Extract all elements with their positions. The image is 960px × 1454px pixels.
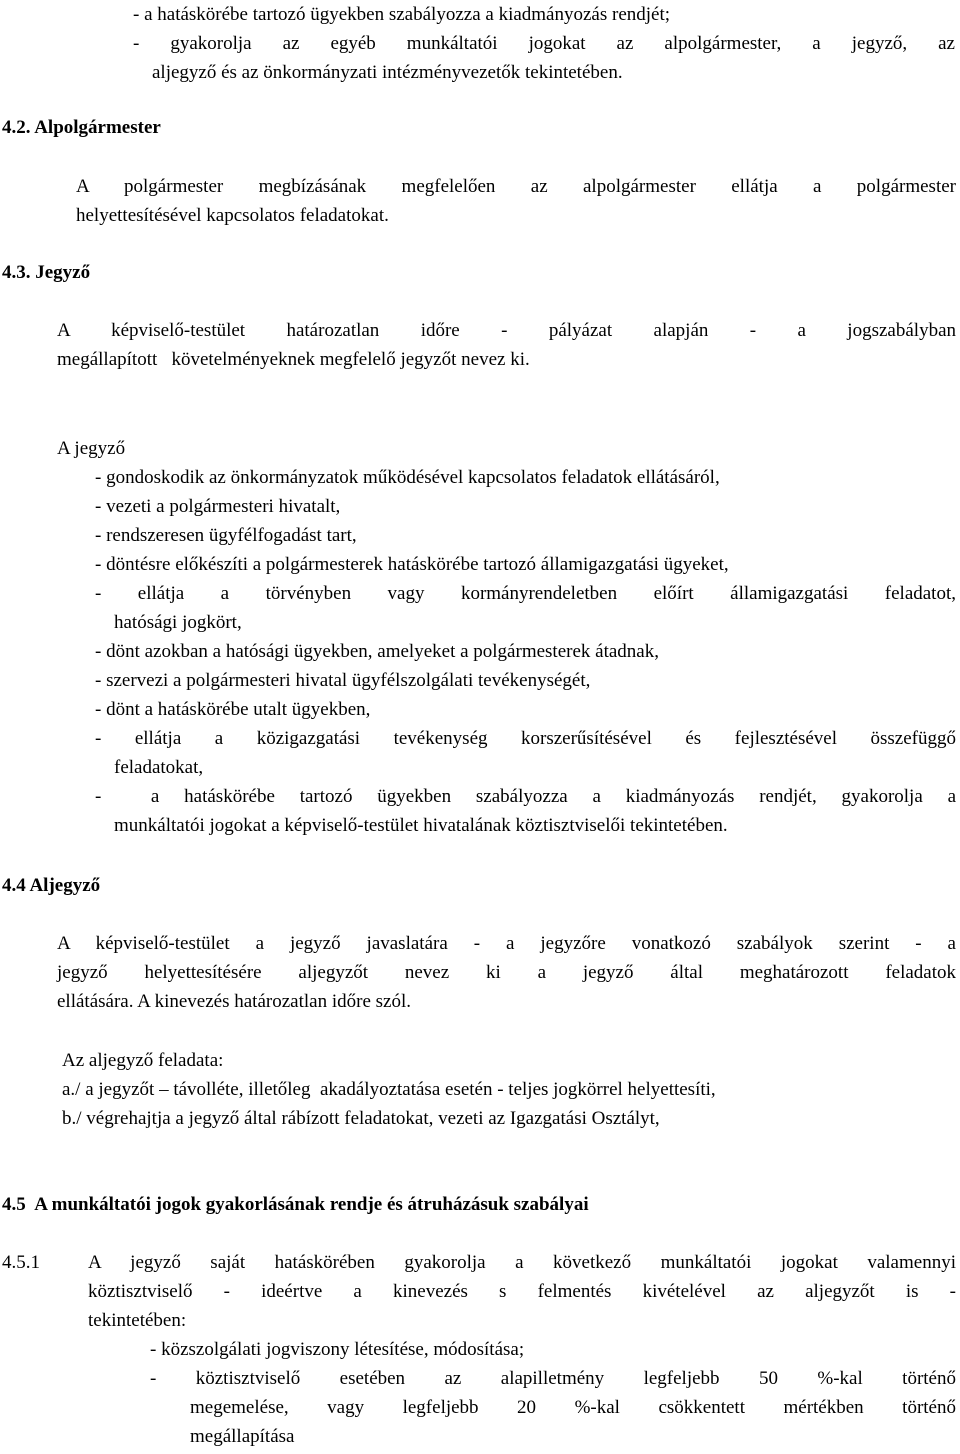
list-item: - dönt a hatáskörébe utalt ügyekben, [95, 699, 371, 720]
list-item: - közszolgálati jogviszony létesítése, módosítása; [150, 1339, 525, 1360]
list-item: - köztisztviselő esetében az alapilletmény legfeljebb 50 %-kal történő [150, 1368, 956, 1389]
section-4-3-heading: 4.3. Jegyző [2, 262, 91, 283]
paragraph-line: helyettesítésével kapcsolatos feladatokat. [76, 205, 389, 226]
paragraph-line: megállapított követelményeknek megfelelő jegyzőt nevez ki. [57, 349, 530, 370]
subsection-4-5-1-body [88, 1248, 956, 1335]
list-item-continuation: munkáltatói jogokat a képviselő-testület hivatalának köztisztviselői tekintetében. [114, 815, 728, 836]
list-item: b./ végrehajtja a jegyző által rábízott feladatokat, vezeti az Igazgatási Osztályt, [62, 1108, 660, 1129]
paragraph-line: A képviselő-testület a jegyző javaslatára - a jegyzőre vonatkozó szabályok szerint - a [57, 933, 956, 954]
section-4-4-heading: 4.4 Aljegyző [2, 875, 101, 896]
section-4-5-heading: 4.5 A munkáltatói jogok gyakorlásának rendje és átruházásuk szabályai [2, 1194, 589, 1215]
subsection-number: 4.5.1 [2, 1252, 40, 1273]
list-item: - döntésre előkészíti a polgármesterek hatáskörébe tartozó államigazgatási ügyeket, [95, 554, 729, 575]
list-item: - ellátja a törvényben vagy kormányrendeletben előírt államigazgatási feladatot, [95, 583, 956, 604]
munkaltatoi-jogok-list [150, 1335, 956, 1451]
aljegyzo-tasks-list [62, 1075, 716, 1133]
list-item: - rendszeresen ügyfélfogadást tart, [95, 525, 357, 546]
paragraph-line: A képviselő-testület határozatlan időre - pályázat alapján - a jogszabályban [57, 320, 956, 341]
section-4-3-body [57, 316, 956, 374]
list-item: - vezeti a polgármesteri hivatalt, [95, 496, 341, 517]
section-4-4-body [57, 929, 956, 1016]
list-item-continuation: megemelése, vagy legfeljebb 20 %-kal csökkentett mértékben történő [190, 1397, 956, 1418]
paragraph-line: A jegyző saját hatáskörében gyakorolja a következő munkáltatói jogokat valamennyi [88, 1252, 956, 1273]
list-item: - szervezi a polgármesteri hivatal ügyfélszolgálati tevékenységét, [95, 670, 591, 691]
list-item: - dönt azokban a hatósági ügyekben, amelyeket a polgármesterek átadnak, [95, 641, 659, 662]
list-item: - a hatáskörébe tartozó ügyekben szabályozza a kiadmányozás rendjét, gyakorolja a [95, 786, 956, 807]
paragraph-line: A polgármester megbízásának megfelelően az alpolgármester ellátja a polgármester [76, 176, 956, 197]
list-item-continuation: megállapítása [190, 1426, 295, 1447]
list-item: - gondoskodik az önkormányzatok működésével kapcsolatos feladatok ellátásáról, [95, 467, 720, 488]
top-list [133, 0, 955, 87]
section-4-2-heading: 4.2. Alpolgármester [2, 117, 161, 138]
top-list-item-continuation: aljegyző és az önkormányzati intézményvezetők tekintetében. [152, 62, 623, 83]
paragraph-line: köztisztviselő - ideértve a kinevezés s felmentés kivételével az aljegyzőt is - [88, 1281, 956, 1302]
top-list-item: - gyakorolja az egyéb munkáltatói jogokat az alpolgármester, a jegyző, az [133, 33, 955, 54]
list-item-continuation: feladatokat, [114, 757, 204, 778]
list-item-continuation: hatósági jogkört, [114, 612, 242, 633]
jegyzo-duties-list [95, 463, 956, 840]
list-item: - ellátja a közigazgatási tevékenység korszerűsítésével és fejlesztésével összefüggő [95, 728, 956, 749]
list-item: a./ a jegyzőt – távolléte, illetőleg akadályoztatása esetén - teljes jogkörrel helyettesíti, [62, 1079, 716, 1100]
section-4-2-body [76, 172, 956, 230]
paragraph-line: tekintetében: [88, 1310, 187, 1331]
aljegyzo-tasks-intro: Az aljegyző feladata: [62, 1050, 224, 1071]
top-list-item: - a hatáskörébe tartozó ügyekben szabályozza a kiadmányozás rendjét; [133, 4, 671, 25]
paragraph-line: jegyző helyettesítésére aljegyzőt nevez ki a jegyző által meghatározott feladatok [57, 962, 956, 983]
jegyzo-intro: A jegyző [57, 438, 126, 459]
paragraph-line: ellátására. A kinevezés határozatlan időre szól. [57, 991, 411, 1012]
